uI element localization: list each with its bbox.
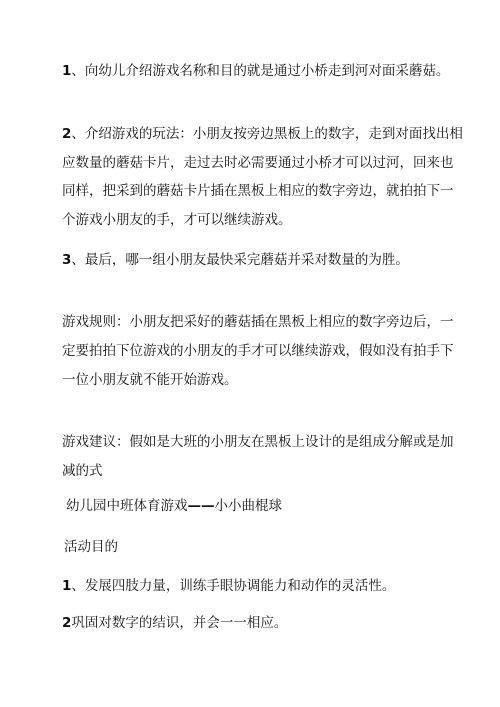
step-1-text: 、向幼儿介绍游戏名称和目的就是通过小桥走到河对面采蘑菇。 — [71, 63, 450, 79]
step-1-number: 1 — [62, 63, 72, 79]
step-3-text: 、最后，哪一组小朋友最快采完蘑菇并采对数量的为胜。 — [71, 252, 409, 268]
game-title-prefix: 幼儿园中班体育游戏 — [66, 498, 188, 514]
rules-line-1: 游戏规则：小朋友把采好的蘑菇插在黑板上相应的数字旁边后，一 — [62, 314, 454, 330]
step-2-line-4: 个游戏小朋友的手，才可以继续游戏。 — [62, 212, 292, 228]
goal-heading: 活动目的 — [64, 539, 118, 555]
goal-1-text: 、发展四肢力量，训练手眼协调能力和动作的灵活性。 — [71, 578, 396, 594]
goal-1-paragraph — [62, 577, 462, 595]
rules-line-3: 一位小朋友就不能开始游戏。 — [62, 372, 238, 388]
goal-2-text: 巩固对数字的结识，并会一一相应。 — [71, 615, 288, 631]
step-2-line-3: 同样，把采到的蘑菇卡片插在黑板上相应的数字旁边，就拍拍下一 — [62, 183, 454, 199]
goal-2-number: 2 — [62, 615, 72, 631]
step-2-number: 2 — [62, 126, 72, 142]
suggestion-line-1: 游戏建议：假如是大班的小朋友在黑板上设计的是组成分解或是加 — [62, 434, 454, 450]
step-1-paragraph — [62, 62, 462, 80]
step-2-line-2: 应数量的蘑菇卡片，走过去时必需要通过小桥才可以过河，回来也 — [62, 155, 454, 171]
step-2-text-1: 、介绍游戏的玩法：小朋友按旁边黑板上的数字，走到对面找出相 — [71, 126, 463, 142]
game-title-dash: —— — [187, 498, 215, 514]
game-title — [66, 497, 466, 515]
suggestion-line-2: 减的式 — [62, 463, 103, 479]
step-2-line-1 — [62, 125, 462, 143]
step-3-paragraph — [62, 251, 462, 269]
step-3-number: 3 — [62, 252, 72, 268]
game-title-suffix: 小小曲棍球 — [214, 498, 282, 514]
goal-2-paragraph — [62, 614, 462, 632]
goal-1-number: 1 — [62, 578, 72, 594]
rules-line-2: 定要拍拍下位游戏的小朋友的手才可以继续游戏，假如没有拍手下 — [62, 343, 454, 359]
